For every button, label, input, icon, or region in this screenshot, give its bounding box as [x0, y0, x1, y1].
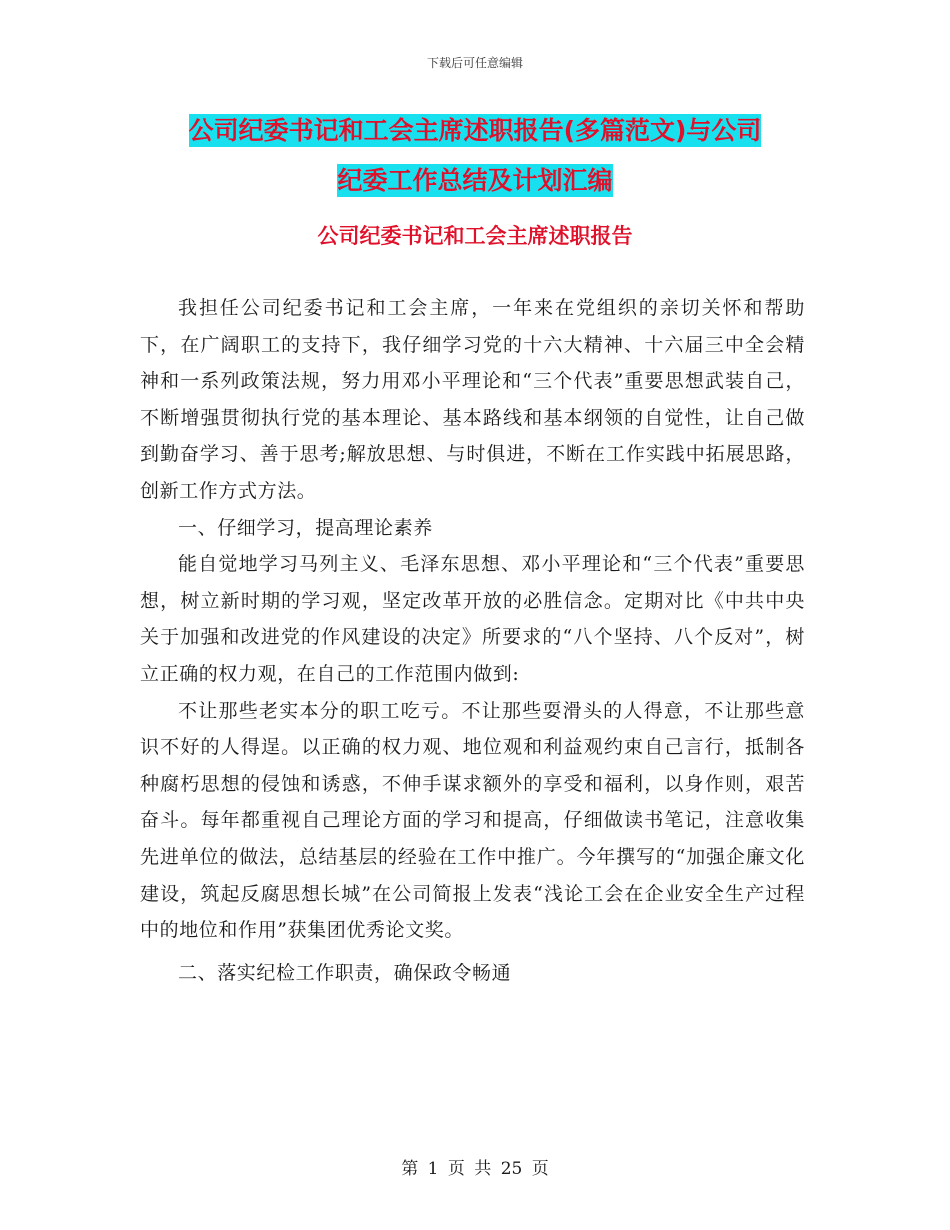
- title-line-2: 纪委工作总结及计划汇编: [337, 166, 613, 195]
- paragraph-intro: 我担任公司纪委书记和工会主席，一年来在党组织的亲切关怀和帮助下，在广阔职工的支持下，我仔细学习党的十六大精神、十六届三中全会精神和一系列政策法规，努力用邓小平理论和“三个代表”重要思想武装自己，不断增强贯彻执行党的基本理论、基本路线和基本纲领的自觉性，让自己做到勤奋学习、善于思考;解放思想、与时俱进，不断在工作实践中拓展思路，创新工作方式方法。: [140, 297, 805, 502]
- section-title: 公司纪委书记和工会主席述职报告: [317, 224, 633, 248]
- paragraph-study: 能自觉地学习马列主义、毛泽东思想、邓小平理论和“三个代表”重要思想，树立新时期的学习观，坚定改革开放的必胜信念。定期对比《中共中央关于加强和改进党的作风建设的决定》所要求的“八个坚持、八个反对”，树立正确的权力观，在自己的工作范围内做到:: [140, 553, 805, 685]
- document-body: [140, 290, 805, 991]
- heading-study: 一、仔细学习，提高理论素养: [178, 516, 433, 539]
- document-title: [140, 106, 810, 206]
- header-note: 下载后可任意编辑: [426, 56, 523, 70]
- title-line-1: 公司纪委书记和工会主席述职报告(多篇范文)与公司: [188, 116, 762, 145]
- paragraph-conduct: 不让那些老实本分的职工吃亏。不让那些耍滑头的人得意，不让那些意识不好的人得逞。以正确的权力观、地位观和利益观约束自己言行，抵制各种腐朽思想的侵蚀和诱惑，不伸手谋求额外的享受和福利，以身作则，艰苦奋斗。每年都重视自己理论方面的学习和提高，仔细做读书笔记，注意收集先进单位的做法，总结基层的经验在工作中推广。今年撰写的“加强企廉文化建设，筑起反腐思想长城”在公司简报上发表“浅论工会在企业安全生产过程中的地位和作用”获集团优秀论文奖。: [140, 699, 805, 942]
- page-footer: 第 1 页 共 25 页: [401, 1159, 549, 1179]
- heading-discipline: 二、落实纪检工作职责，确保政令畅通: [178, 961, 512, 984]
